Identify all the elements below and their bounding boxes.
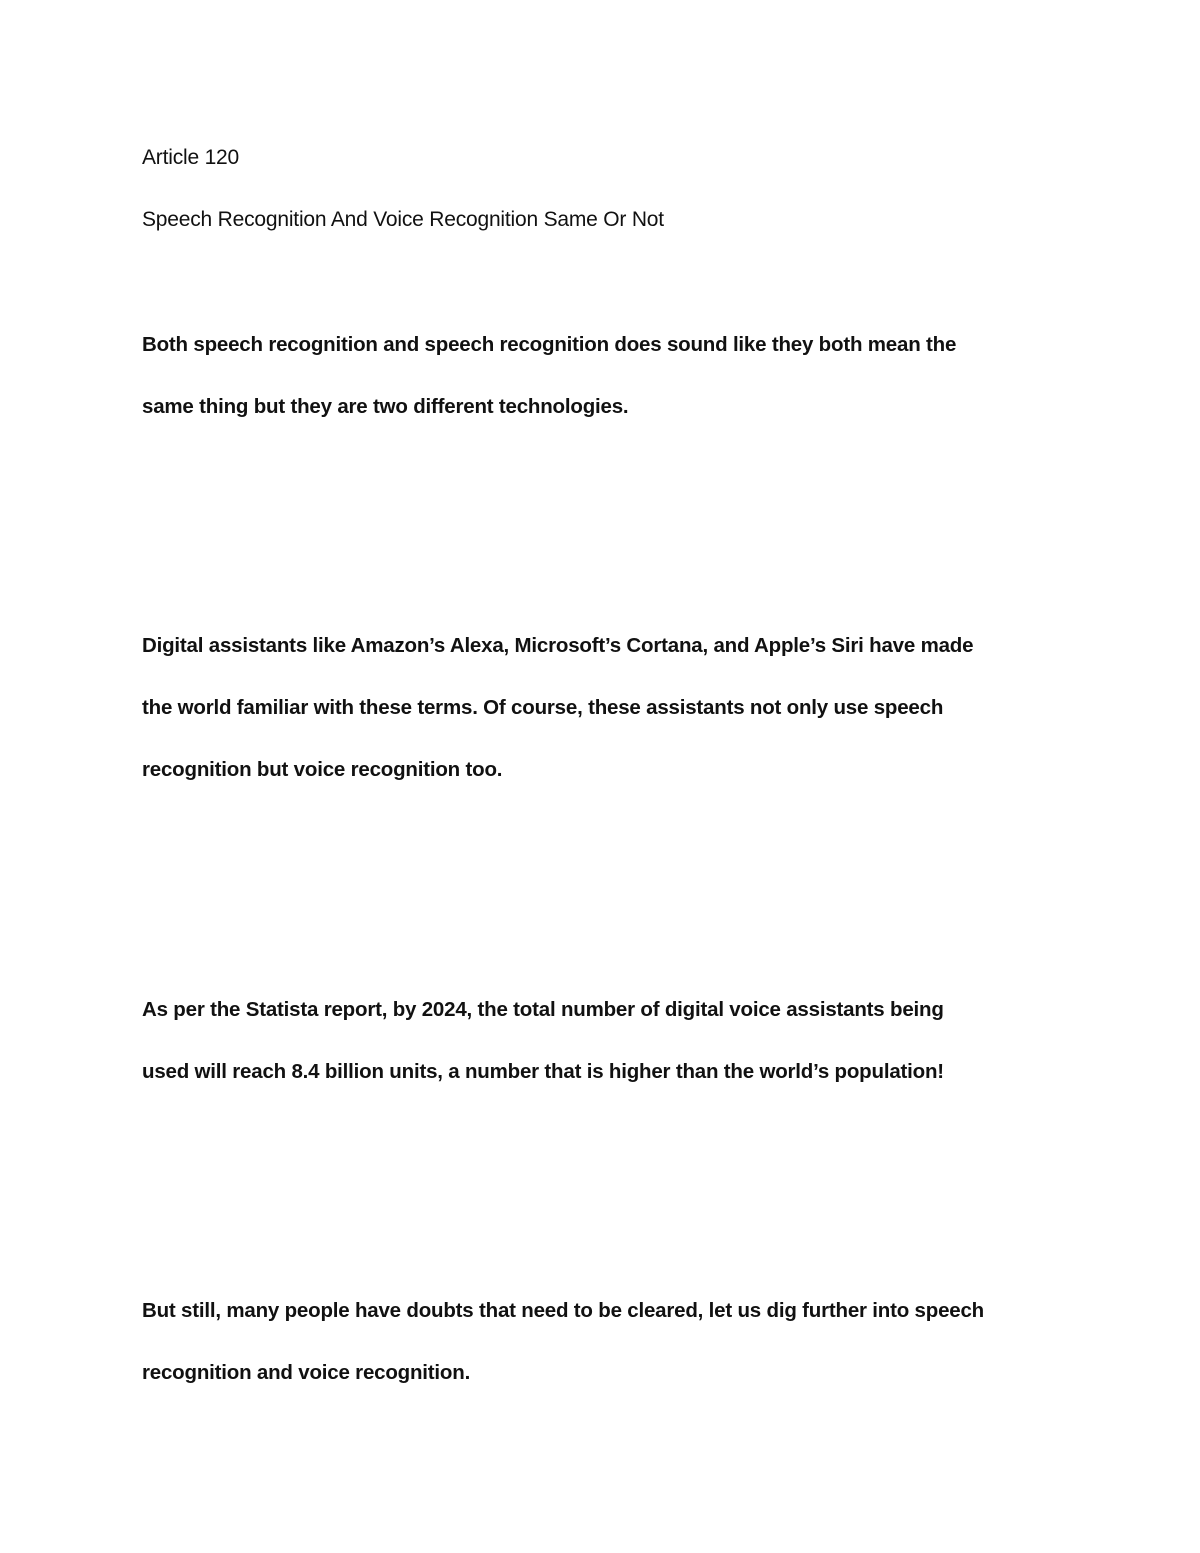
- paragraph-line: the world familiar with these terms. Of course, these assistants not only use speech: [142, 696, 944, 719]
- paragraph-line: same thing but they are two different technologies.: [142, 395, 629, 418]
- paragraph-line: recognition but voice recognition too.: [142, 758, 503, 781]
- paragraph-line: As per the Statista report, by 2024, the total number of digital voice assistants being: [142, 998, 944, 1021]
- article-label: Article 120: [142, 146, 240, 169]
- paragraph-line: used will reach 8.4 billion units, a number that is higher than the world’s population!: [142, 1060, 944, 1083]
- paragraph-line: Digital assistants like Amazon’s Alexa, Microsoft’s Cortana, and Apple’s Siri have made: [142, 634, 974, 657]
- paragraph-line: Both speech recognition and speech recognition does sound like they both mean the: [142, 333, 957, 356]
- paragraph-line: recognition and voice recognition.: [142, 1361, 471, 1384]
- article-title: Speech Recognition And Voice Recognition Same Or Not: [142, 208, 664, 231]
- paragraph-line: But still, many people have doubts that need to be cleared, let us dig further into speech: [142, 1299, 984, 1322]
